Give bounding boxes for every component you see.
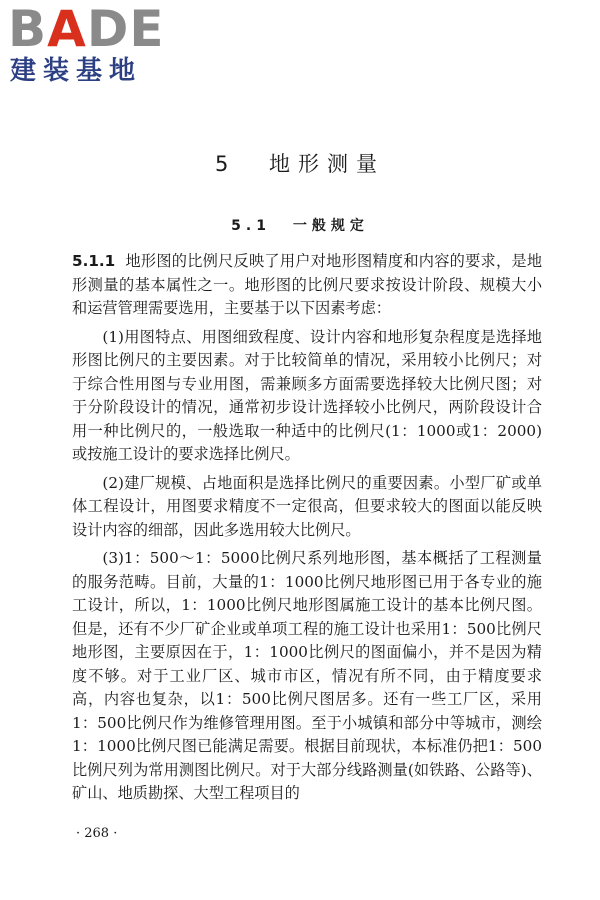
section-heading <box>0 215 600 235</box>
paragraph: (3)1：500～1：5000比例尺系列地形图，基本概括了工程测量的服务范畴。目前，大量的1：1000比例尺地形图已用于各专业的施工设计，所以，1：1000比例尺地形图属施工设计的基本比例尺图。但是，还有不少厂矿企业或单项工程的施工设计也采用1：500比例尺地形图，主要原因在于，1：1000比例尺的图面偏小，并不是因为精度不够。对于工业厂区、城市市区，情况有所不同，由于精度要求高，内容也复杂，以1：500比例尺图居多。还有一些工厂区，采用1：500比例尺作为维修管理用图。至于小城镇和部分中等城市，测绘1：1000比例尺图已能满足需要。根据目前现状，本标准仍把1：500比例尺列为常用测图比例尺。对于大部分线路测量(如铁路、公路等)、矿山、地质勘探、大型工程项目的 <box>72 549 542 802</box>
clause-number: 5.1.1 <box>72 252 116 270</box>
page-number: · 268 · <box>76 826 118 841</box>
logo-letter-b: B <box>8 0 48 58</box>
logo-subtitle: 建装基地 <box>10 56 143 86</box>
logo <box>8 0 178 86</box>
paragraph: (1)用图特点、用图细致程度、设计内容和地形复杂程度是选择地形图比例尺的主要因素。对于比较简单的情况，采用较小比例尺；对于综合性用图与专业用图，需兼顾多方面需要选择较大比例尺图；对于分阶段设计的情况，通常初步设计选择较小比例尺，两阶段设计合用一种比例尺的，一般选取一种适中的比例尺(1：1000或1：2000)或按施工设计的要求选择比例尺。 <box>72 327 542 463</box>
logo-letters-de: DE <box>86 0 165 58</box>
section-title: 一般规定 <box>292 218 369 234</box>
paragraph-clause <box>72 250 542 321</box>
body-text <box>72 250 542 811</box>
chapter-title: 地形测量 <box>269 152 386 176</box>
logo-letter-a: A <box>47 0 87 58</box>
logo-wordmark <box>8 0 178 58</box>
paragraph: (2)建厂规模、占地面积是选择比例尺的重要因素。小型厂矿或单体工程设计，用图要求精度不一定很高，但要求较大的图面以能反映设计内容的细部，因此多选用较大比例尺。 <box>72 473 542 539</box>
paragraph-text: 地形图的比例尺反映了用户对地形图精度和内容的要求，是地形测量的基本属性之一。地形图的比例尺要求按设计阶段、规模大小和运营管理需要选用，主要基于以下因素考虑： <box>72 252 542 317</box>
chapter-number: 5 <box>214 152 237 176</box>
section-number: 5.1 <box>231 218 271 234</box>
chapter-heading <box>0 148 600 178</box>
